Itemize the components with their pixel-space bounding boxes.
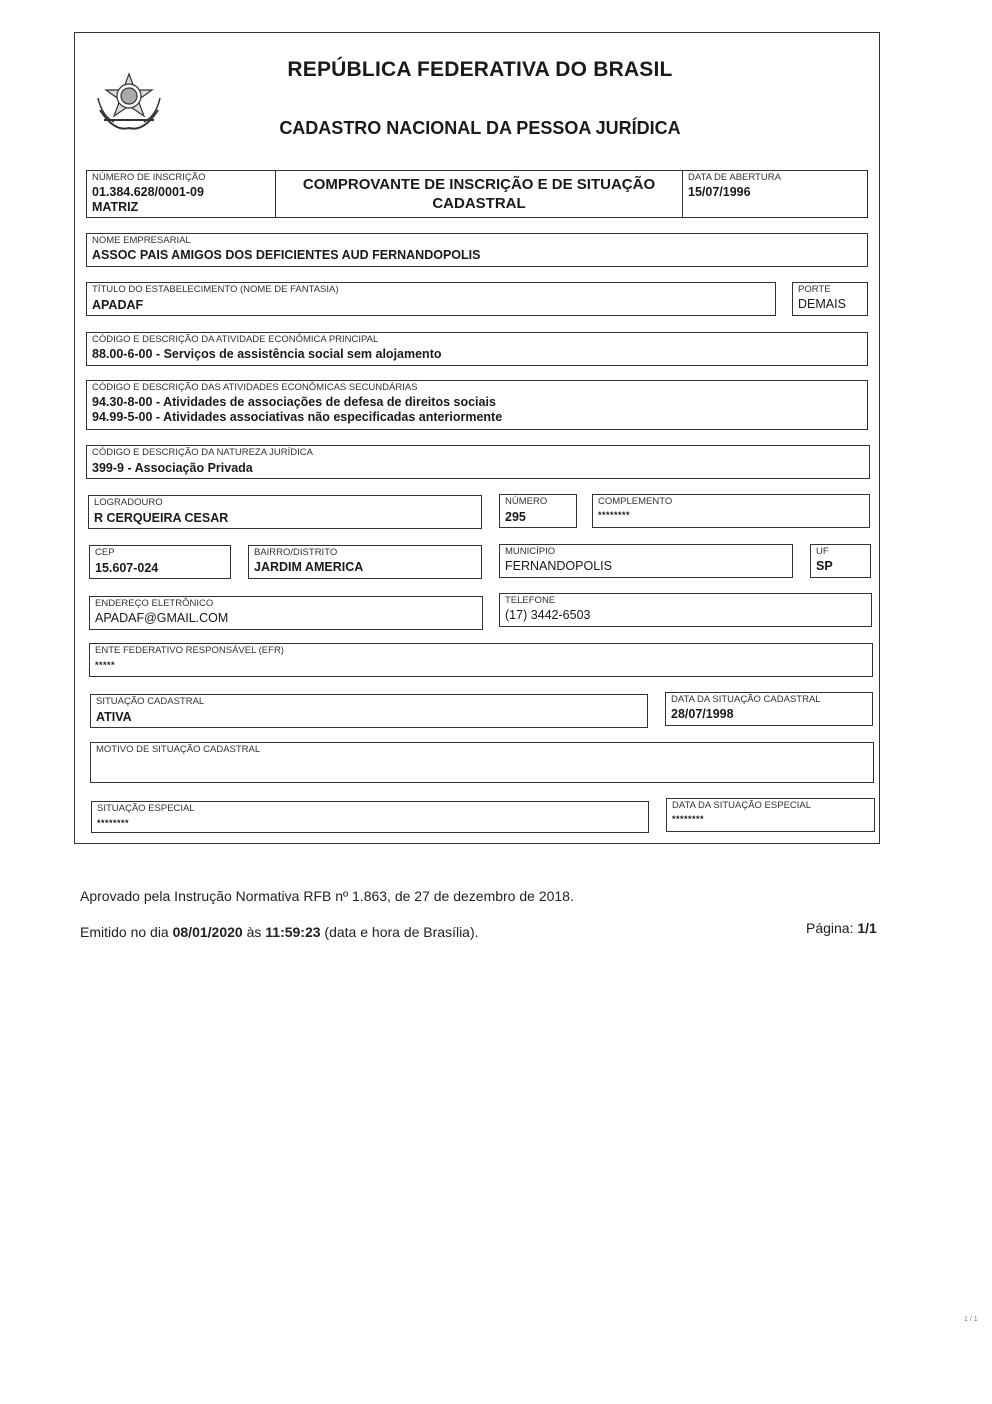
atividade-secundaria-2: 94.99-5-00 - Atividades associativas não especificadas anteriormente xyxy=(92,410,503,424)
situacao-label: SITUAÇÃO CADASTRAL xyxy=(96,696,205,707)
natureza-value: 399-9 - Associação Privada xyxy=(92,461,253,475)
bairro-value: JARDIM AMERICA xyxy=(254,560,364,574)
complemento-box xyxy=(592,494,870,528)
coat-of-arms-seal xyxy=(94,70,164,136)
inscricao-tipo: MATRIZ xyxy=(92,200,139,214)
emitido-time: 11:59:23 xyxy=(265,924,321,940)
header-subtitle: CADASTRO NACIONAL DA PESSOA JURÍDICA xyxy=(279,118,681,138)
atividade-principal-value: 88.00-6-00 - Serviços de assistência social sem alojamento xyxy=(92,347,442,361)
logradouro-label: LOGRADOURO xyxy=(94,497,163,508)
atividades-secundarias-label: CÓDIGO E DESCRIÇÃO DAS ATIVIDADES ECONÔMICAS SECUNDÁRIAS xyxy=(92,382,418,393)
efr-value: ***** xyxy=(95,660,116,670)
atividade-principal-label: CÓDIGO E DESCRIÇÃO DA ATIVIDADE ECONÔMICA PRINCIPAL xyxy=(92,334,379,345)
efr-box xyxy=(89,643,873,677)
telefone-box xyxy=(499,593,872,627)
porte-value: DEMAIS xyxy=(798,297,846,311)
logradouro-box xyxy=(88,495,482,529)
telefone-value: (17) 3442-6503 xyxy=(505,608,591,622)
fantasia-box xyxy=(86,282,776,316)
data-situacao-especial-value: ******** xyxy=(672,814,705,824)
email-value: APADAF@GMAIL.COM xyxy=(95,611,229,625)
data-situacao-box xyxy=(665,692,873,726)
nome-empresarial-box xyxy=(86,233,868,267)
situacao-especial-value: ******** xyxy=(97,818,130,828)
uf-label: UF xyxy=(816,546,829,557)
atividade-principal-box xyxy=(86,332,868,366)
atividades-secundarias-box xyxy=(86,380,868,430)
uf-box xyxy=(810,544,871,578)
natureza-box xyxy=(86,445,870,479)
abertura-box xyxy=(682,170,868,218)
situacao-especial-label: SITUAÇÃO ESPECIAL xyxy=(97,803,195,814)
email-box xyxy=(89,596,483,630)
inscricao-label: NÚMERO DE INSCRIÇÃO xyxy=(92,172,206,183)
bairro-box xyxy=(248,545,482,579)
header-title: REPÚBLICA FEDERATIVA DO BRASIL xyxy=(287,58,673,81)
inscricao-numero: 01.384.628/0001-09 xyxy=(92,185,204,199)
porte-label: PORTE xyxy=(798,284,831,295)
emitido-mid: às xyxy=(242,924,266,940)
comprovante-line1: COMPROVANTE DE INSCRIÇÃO E DE SITUAÇÃO xyxy=(302,176,656,193)
atividade-secundaria-1: 94.30-8-00 - Atividades de associações de defesa de direitos sociais xyxy=(92,395,496,409)
bairro-label: BAIRRO/DISTRITO xyxy=(254,547,338,558)
fantasia-label: TÍTULO DO ESTABELECIMENTO (NOME DE FANTASIA) xyxy=(92,284,339,295)
situacao-especial-box xyxy=(91,801,649,833)
emitido-suffix: (data e hora de Brasília). xyxy=(320,924,479,940)
motivo-label: MOTIVO DE SITUAÇÃO CADASTRAL xyxy=(96,744,261,755)
natureza-label: CÓDIGO E DESCRIÇÃO DA NATUREZA JURÍDICA xyxy=(92,447,313,458)
uf-value: SP xyxy=(816,559,833,573)
situacao-box xyxy=(90,694,648,728)
cep-box xyxy=(89,545,231,579)
motivo-box xyxy=(90,742,874,783)
nome-empresarial-value: ASSOC PAIS AMIGOS DOS DEFICIENTES AUD FERNANDOPOLIS xyxy=(92,248,481,262)
abertura-label: DATA DE ABERTURA xyxy=(688,172,781,183)
fantasia-value: APADAF xyxy=(92,298,144,312)
inscricao-box xyxy=(86,170,276,218)
pagina-value: 1/1 xyxy=(857,920,877,936)
emitido-prefix: Emitido no dia xyxy=(80,924,173,940)
data-situacao-especial-label: DATA DA SITUAÇÃO ESPECIAL xyxy=(672,800,812,811)
municipio-box xyxy=(499,544,793,578)
footer-pagina xyxy=(806,920,877,936)
porte-box xyxy=(792,282,868,316)
telefone-label: TELEFONE xyxy=(505,595,556,606)
municipio-value: FERNANDOPOLIS xyxy=(505,559,612,573)
logradouro-value: R CERQUEIRA CESAR xyxy=(94,511,229,525)
emitido-date: 08/01/2020 xyxy=(172,924,243,940)
footer-aprovado: Aprovado pela Instrução Normativa RFB nº 1.863, de 27 de dezembro de 2018. xyxy=(80,888,574,904)
situacao-value: ATIVA xyxy=(96,710,132,724)
cep-value: 15.607-024 xyxy=(95,561,159,575)
pagina-label: Página: xyxy=(806,920,858,936)
footer-emitido xyxy=(80,924,479,940)
municipio-label: MUNICÍPIO xyxy=(505,546,556,557)
data-situacao-especial-box xyxy=(666,798,875,832)
complemento-value: ******** xyxy=(598,510,631,520)
complemento-label: COMPLEMENTO xyxy=(598,496,673,507)
comprovante-box xyxy=(275,170,683,218)
nome-empresarial-label: NOME EMPRESARIAL xyxy=(92,235,191,246)
email-label: ENDEREÇO ELETRÔNICO xyxy=(95,598,214,609)
data-situacao-label: DATA DA SITUAÇÃO CADASTRAL xyxy=(671,694,821,705)
cep-label: CEP xyxy=(95,547,115,558)
efr-label: ENTE FEDERATIVO RESPONSÁVEL (EFR) xyxy=(95,645,284,656)
comprovante-line2: CADASTRAL xyxy=(432,195,526,212)
numero-value: 295 xyxy=(505,510,526,524)
numero-label: NÚMERO xyxy=(505,496,548,507)
abertura-value: 15/07/1996 xyxy=(688,185,751,199)
corner-page-number: 1 / 1 xyxy=(964,1316,978,1323)
numero-box xyxy=(499,494,577,528)
data-situacao-value: 28/07/1998 xyxy=(671,707,734,721)
